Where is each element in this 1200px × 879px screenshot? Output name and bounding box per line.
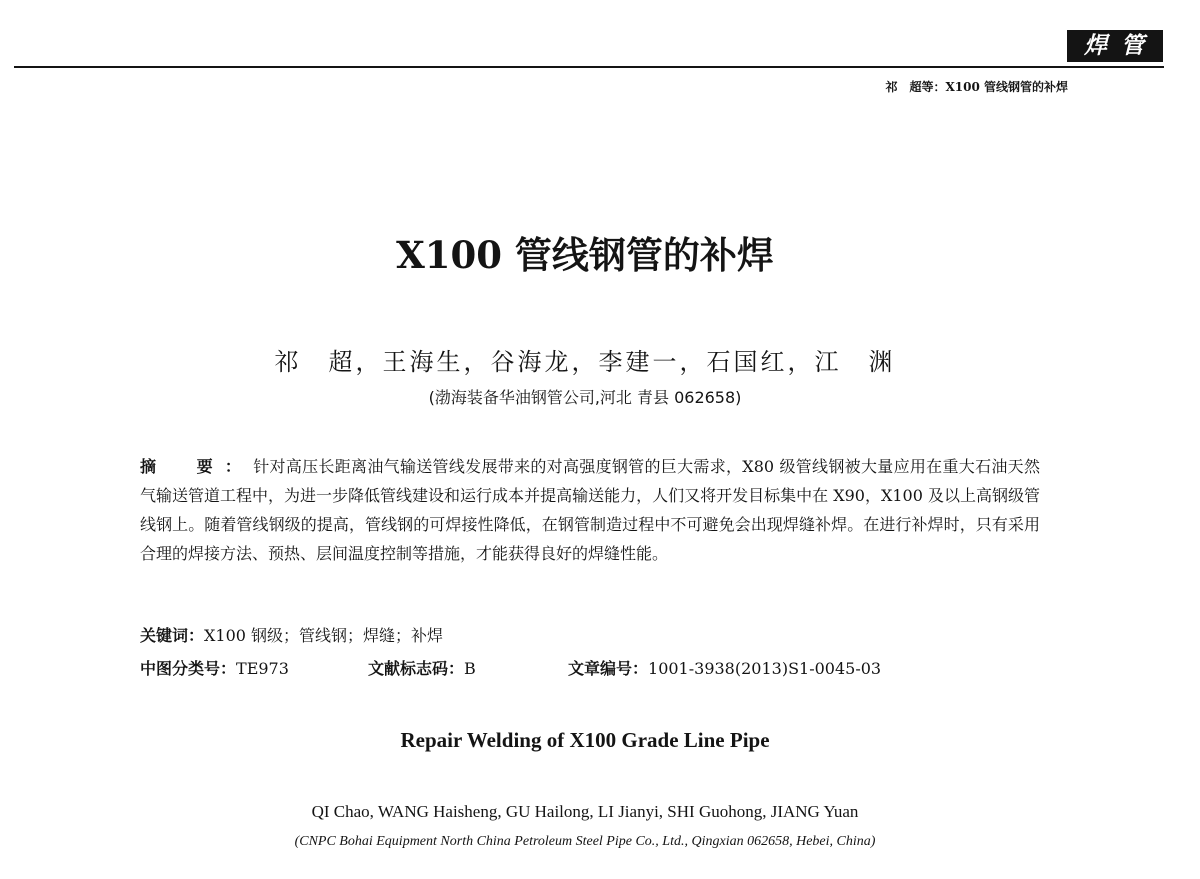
running-header: 祁 超等：X100 管线钢管的补焊 (885, 80, 1068, 94)
article-number (568, 656, 881, 679)
classification-line (140, 656, 1040, 679)
keywords-label: 关键词： (140, 626, 205, 645)
abstract-text: 针对高压长距离油气输送管线发展带来的对高强度钢管的巨大需求，X80 级管线钢被大量应用在重大石油天然气输送管道工程中，为进一步降低管线建设和运行成本并提高输送能力，人们又将开发目标集中在 X90，X100 及以上高钢级管线钢上。随着管线钢级的提高，管线钢的可焊接性降低，在钢管制造过程中不可避免会出现焊缝补焊。在进行补焊时，只有采用合理的焊接方法、预热、层间温度控制等措施，才能获得良好的焊缝性能。 (140, 457, 1040, 563)
article-no-value: 1001-3938(2013)S1-0045-03 (648, 659, 882, 678)
paper-title: X100 管线钢管的补焊 (396, 233, 774, 277)
english-title: Repair Welding of X100 Grade Line Pipe (400, 728, 770, 752)
keywords (140, 623, 1040, 646)
document-code (368, 656, 568, 679)
english-authors: QI Chao, WANG Haisheng, GU Hailong, LI Jianyi, SHI Guohong, JIANG Yuan (311, 802, 859, 821)
doc-code-label: 文献标志码： (368, 659, 465, 678)
clc-value: TE973 (236, 659, 289, 678)
doc-code-value: B (464, 659, 476, 678)
abstract (140, 452, 1040, 568)
article-no-label: 文章编号： (568, 659, 649, 678)
clc-number (140, 656, 368, 679)
abstract-label: 摘 要： (140, 457, 254, 476)
header-rule (14, 66, 1164, 68)
section-tag: 焊管 (1067, 30, 1163, 62)
keywords-text: X100 钢级；管线钢；焊缝；补焊 (204, 626, 444, 645)
clc-label: 中图分类号： (140, 659, 237, 678)
affiliation-cn: (渤海装备华油钢管公司,河北 青县 062658) (428, 388, 742, 407)
authors-cn: 祁 超，王海生，谷海龙，李建一，石国红，江 渊 (274, 348, 896, 376)
english-affiliation: (CNPC Bohai Equipment North China Petroleum Steel Pipe Co., Ltd., Qingxian 062658, Hebei, China) (294, 834, 876, 849)
